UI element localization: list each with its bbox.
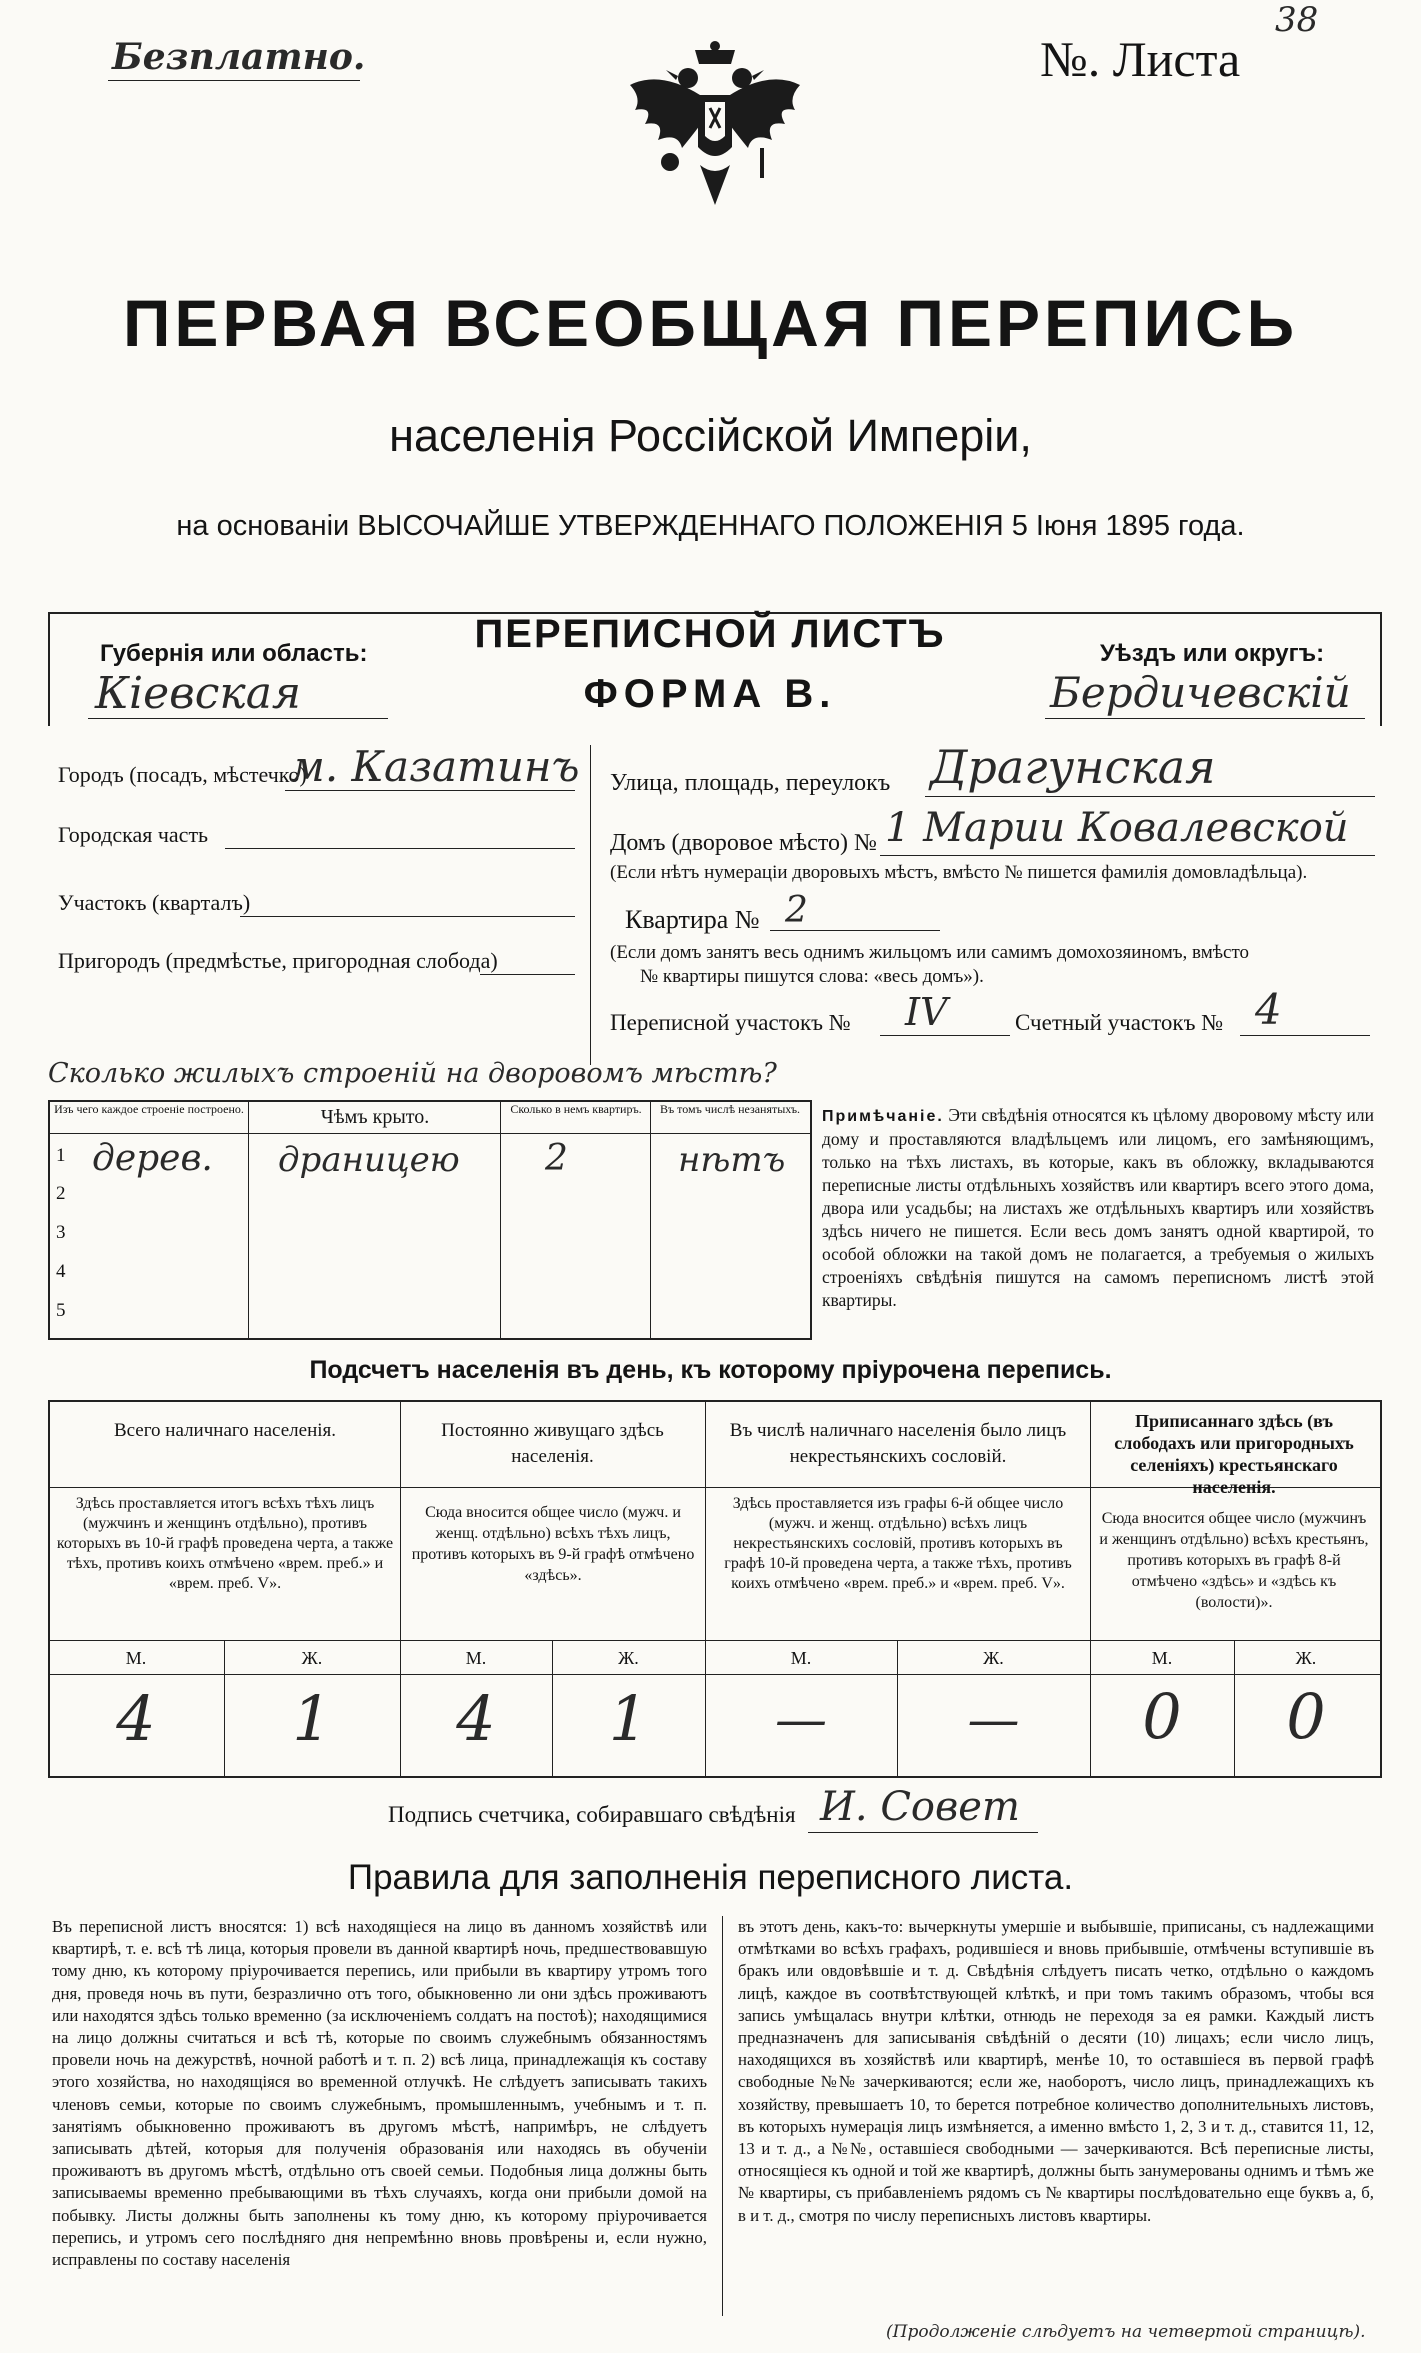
buildings-roof-value[interactable]: драницею: [278, 1140, 460, 1180]
buildings-header-rule: [48, 1133, 810, 1134]
buildings-vacant-value[interactable]: нѣтъ: [678, 1140, 786, 1180]
buildings-question: Сколько жилыхъ строеній на дворовомъ мѣстѣ?: [48, 1058, 777, 1089]
count-desc-rule: [48, 1640, 1380, 1641]
buildings-header-material: Изъ чего каждое строеніе построено.: [54, 1102, 244, 1116]
chast-label: Городская часть: [58, 822, 209, 847]
signature-label: Подпись счетчика, собиравшаго свѣдѣнія: [388, 1802, 796, 1827]
buildings-apartments-value[interactable]: 2: [545, 1138, 568, 1179]
perepisnoy-value[interactable]: IV: [905, 990, 948, 1034]
count-col-permanent-desc: Сюда вносится общее число (мужч. и женщ. отдѣльно) всѣхъ тѣхъ лицъ, противъ которыхъ въ 9-й графѣ отмѣчено «здѣсь».: [411, 1504, 695, 1584]
buildings-col-divider-2: [500, 1100, 501, 1338]
free-underline: [108, 80, 360, 81]
schetny-value[interactable]: 4: [1255, 985, 1282, 1034]
uezd-label: Уѣздъ или округъ:: [1100, 640, 1325, 667]
gorod-label: Городъ (посадъ, мѣстечко): [58, 762, 307, 787]
count-col-peasant-desc: Сюда вносится общее число (мужчинъ и женщинъ отдѣльно) всѣхъ крестьянъ, противъ которыхъ въ графѣ 8-й отмѣчено «здѣсь» и «здѣсь къ (волости)».: [1099, 1510, 1369, 1611]
perepisnoy-underline: [880, 1035, 1010, 1036]
perepisnoy-label: Переписной участокъ №: [610, 1010, 851, 1035]
count-peasant-f-value[interactable]: 0: [1286, 1680, 1326, 1753]
kvartira-note-2: № квартиры пишутся слова: «весь домъ»).: [640, 966, 984, 987]
buildings-header-vacant: Въ томъ числѣ незанятыхъ.: [659, 1102, 801, 1116]
schetny-label: Счетный участокъ №: [1015, 1010, 1224, 1035]
uezd-value[interactable]: Бердичевскій: [1050, 668, 1351, 717]
kvartira-value[interactable]: 2: [785, 890, 808, 931]
count-f-label: Ж.: [1295, 1648, 1317, 1668]
count-nonpeasant-f-value[interactable]: —: [967, 1690, 1020, 1750]
signature-value: И. Совет: [820, 1784, 1020, 1830]
buildings-note-text: Эти свѣдѣнія относятся къ цѣлому дворовому мѣсту или дому и проставляются владѣльцемъ или лицомъ, его замѣняющимъ, только на тѣхъ листахъ, въ которые, какъ въ обложку, вкладываются переписные листы отдѣльныхъ хозяйствъ или квартиръ всего этого дома, двора или усадьбы; на листахъ же отдѣльныхъ квартиръ или хозяйствъ здѣсь ничего не пишется. Если весь домъ занятъ одной квартирой, то особой обложки на такой домъ не полагается, а требуемыя о жилыхъ строеніяхъ свѣдѣнія пишутся на самомъ переписномъ листѣ этой квартиры.: [822, 1105, 1374, 1310]
count-total-m-value[interactable]: 4: [116, 1682, 156, 1755]
buildings-row-number: 4: [56, 1261, 66, 1282]
signature-underline: [808, 1832, 1038, 1833]
uchastok-label: Участокъ (кварталъ): [58, 890, 251, 915]
count-permanent-f-value[interactable]: 1: [608, 1682, 649, 1755]
gorod-underline: [285, 790, 575, 791]
ulitsa-value[interactable]: Драгунская: [930, 740, 1216, 794]
rules-right-text: въ этотъ день, какъ-то: вычеркнуты умершіе и выбывшіе, приписаны, съ надлежащими отмѣтками во всѣхъ графахъ, родившіеся и вновь прибывшіе, отмѣчены вступившіе въ бракъ или овдовѣвшіе и т. д. Свѣдѣнія слѣдуетъ писать четко, отдѣльно о каждомъ лицѣ, каждое въ соотвѣтствующей клѣткѣ, и при томъ такимъ образомъ, чтобы вся запись умѣщалась внутри клѣтки, отнюдь не переходя за ея рамки. Каждый листъ предназначенъ для записыванія свѣдѣній о десяти (10) лицахъ; если число лицъ, находящихся въ хозяйствѣ или квартирѣ, менѣе 10, то оставшіеся въ первой графѣ свободные №№ зачеркиваются; если же, наоборотъ, число лицъ, принадлежащихъ къ хозяйству, превышаетъ 10, то берется потребное количество дополнительныхъ листовъ, въ которыхъ нумерація лицъ измѣняется, а именно вмѣсто 1, 2, 3 и т. д., ставится 11, 12, 13 и т. д., а №№, оставшіеся свободными — зачеркиваются. Всѣ переписные листы, относящіеся къ одной и той же квартирѣ, должны быть занумерованы однимъ и тѣмъ же № квартиры, съ прибавленіемъ рядомъ съ № квартиры послѣдовательно еще буквъ а, б, в и т. д., смотря по числу переписныхъ листовъ квартиры.: [738, 1917, 1374, 2225]
gorod-value[interactable]: м. Казатинъ: [290, 742, 580, 791]
count-title: Подсчетъ населенія въ день, къ которому пріурочена перепись.: [309, 1356, 1112, 1384]
buildings-note: [822, 1104, 1374, 1312]
count-nonpeasant-m-value[interactable]: —: [775, 1690, 827, 1750]
count-f-label: Ж.: [301, 1648, 323, 1668]
uezd-underline: [1045, 718, 1365, 719]
count-peasant-m-value[interactable]: 0: [1142, 1680, 1182, 1753]
count-mf-rule: [48, 1674, 1380, 1675]
count-total-f-value[interactable]: 1: [292, 1682, 332, 1755]
form-title: ПЕРЕПИСНОЙ ЛИСТЪ: [474, 612, 946, 656]
rules-continued: (Продолженіе слѣдуетъ на четвертой страницѣ).: [886, 2322, 1366, 2342]
buildings-table: [48, 1100, 812, 1340]
kvartira-note-1: (Если домъ занятъ весь однимъ жильцомъ или самимъ домохозяиномъ, вмѣсто: [610, 942, 1250, 963]
imperial-eagle-emblem-icon: [600, 40, 830, 220]
page-basis: на основаніи ВЫСОЧАЙШЕ УТВЕРЖДЕННАГО ПОЛОЖЕНІЯ 5 Іюня 1895 года.: [176, 510, 1245, 542]
count-col-nonpeasant-desc: Здѣсь проставляется изъ графы 6-й общее число (мужч. и женщ. отдѣльно) всѣхъ лицъ некрестьянскихъ сословій, противъ которыхъ въ графѣ 10-й проведена черта, а также тѣхъ, противъ коихъ отмѣчено «врем. преб.» и «врем. преб. V».: [724, 1495, 1072, 1592]
form-subtitle: ФОРМА В.: [583, 672, 837, 716]
rules-divider: [722, 1916, 723, 2316]
buildings-material-value[interactable]: дерев.: [92, 1138, 213, 1179]
dom-label: Домъ (дворовое мѣсто) №: [610, 830, 877, 856]
free-label: Безплатно.: [112, 36, 366, 78]
buildings-row-number: 3: [56, 1222, 66, 1243]
count-m-label: М.: [1151, 1648, 1173, 1668]
buildings-row-number: 2: [56, 1183, 66, 1204]
sheet-number-value: 38: [1275, 0, 1319, 40]
count-m-label: М.: [125, 1648, 147, 1668]
rules-title: Правила для заполненія переписного листа.: [347, 1858, 1074, 1897]
count-col-peasant-head: Приписаннаго здѣсь (въ слободахъ или пригородныхъ селеніяхъ) крестьянскаго населенія.: [1114, 1411, 1354, 1497]
uchastok-underline: [240, 916, 575, 917]
gubernia-value[interactable]: Кіевская: [95, 668, 302, 719]
dom-note: (Если нѣтъ нумераціи дворовыхъ мѣстъ, вмѣсто № пишется фамилія домовладѣльца).: [610, 862, 1308, 883]
count-col-total-desc: Здѣсь проставляется итогъ всѣхъ тѣхъ лицъ (мужчинъ и женщинъ отдѣльно), противъ которыхъ въ 10-й графѣ проведена черта, а также тѣхъ, противъ коихъ отмѣчено «врем. преб.» и «врем. преб. V».: [56, 1495, 394, 1592]
buildings-col-divider-1: [248, 1100, 249, 1338]
rules-left-text: Въ переписной листъ вносятся: 1) всѣ находящіеся на лицо въ данномъ хозяйствѣ или квартирѣ, т. е. всѣ тѣ лица, которыя провели въ данной квартирѣ ночь, предшествовавшую тому дню, къ которому пріурочивается перепись, или прибыли въ квартиру утромъ того дня, проведя ночь въ пути, безразлично отъ того, обыкновенно ли они здѣсь проживаютъ или находятся здѣсь только временно (за исключеніемъ солдатъ на постоѣ); находящимися на лицо должны считаться и всѣ тѣ, которые по своимъ служебнымъ обязанностямъ провели ночь на дежурствѣ, ночной работѣ и т. п. 2) всѣ лица, принадлежащія къ составу этого хозяйства, но находящіяся во временной отлучкѣ. Не слѣдуетъ записывать такихъ членовъ семьи, которые по своимъ служебнымъ, промышленнымъ, учебнымъ и т. п. занятіямъ обыкновенно проживаютъ въ другомъ мѣстѣ, напримѣръ, не слѣдуетъ записывать дѣтей, которыя для полученія образованія или находясь въ обученіи проживаютъ въ другомъ мѣстѣ, отдѣльно отъ своей семьи. Подобныя лица должны быть записываемы временно пребывающими въ тѣхъ случаяхъ, когда они прибыли домой на побывку. Листы должны быть заполнены къ тому дню, къ которому пріурочивается перепись, и утромъ сего послѣдняго дня непремѣнно вновь провѣрены и, если нужно, исправлены по составу населенія: [52, 1917, 707, 2270]
count-m-label: М.: [465, 1648, 487, 1668]
address-divider: [590, 745, 591, 1065]
gubernia-underline: [88, 718, 388, 719]
page-subtitle: населенія Россійской Имперіи,: [389, 410, 1032, 461]
chast-underline: [225, 848, 575, 849]
schetny-underline: [1240, 1035, 1370, 1036]
gubernia-label: Губернія или область:: [100, 640, 368, 667]
page-title: ПЕРВАЯ ВСЕОБЩАЯ ПЕРЕПИСЬ: [122, 286, 1299, 360]
dom-value[interactable]: 1 Марии Ковалевской: [885, 805, 1349, 851]
kvartira-label: Квартира №: [625, 905, 760, 934]
buildings-row-number: 5: [56, 1300, 66, 1321]
count-col-permanent-head: Постоянно живущаго здѣсь населенія.: [441, 1420, 664, 1467]
sheet-number-label: №. Листа: [1040, 31, 1241, 87]
buildings-header-roof: Чѣмъ крыто.: [320, 1106, 430, 1128]
buildings-header-apartments: Сколько в немъ квартиръ.: [510, 1102, 642, 1116]
buildings-note-title: Примѣчаніе.: [822, 1108, 944, 1125]
prigorod-underline: [480, 974, 575, 975]
buildings-col-divider-3: [650, 1100, 651, 1338]
count-f-label: Ж.: [618, 1648, 639, 1668]
count-col-nonpeasant-head: Въ числѣ наличнаго населенія было лицъ некрестьянскихъ сословій.: [729, 1420, 1067, 1467]
count-m-label: М.: [790, 1648, 812, 1668]
count-col-total-head: Всего наличнаго населенія.: [113, 1420, 337, 1441]
count-permanent-m-value[interactable]: 4: [456, 1682, 496, 1755]
kvartira-underline: [770, 930, 940, 931]
ulitsa-label: Улица, площадь, переулокъ: [610, 770, 891, 796]
prigorod-label: Пригородъ (предмѣстье, пригородная слобода): [58, 948, 498, 973]
count-f-label: Ж.: [983, 1648, 1004, 1668]
buildings-row-number: 1: [56, 1145, 66, 1166]
dom-underline: [880, 855, 1375, 856]
ulitsa-underline: [925, 796, 1375, 797]
